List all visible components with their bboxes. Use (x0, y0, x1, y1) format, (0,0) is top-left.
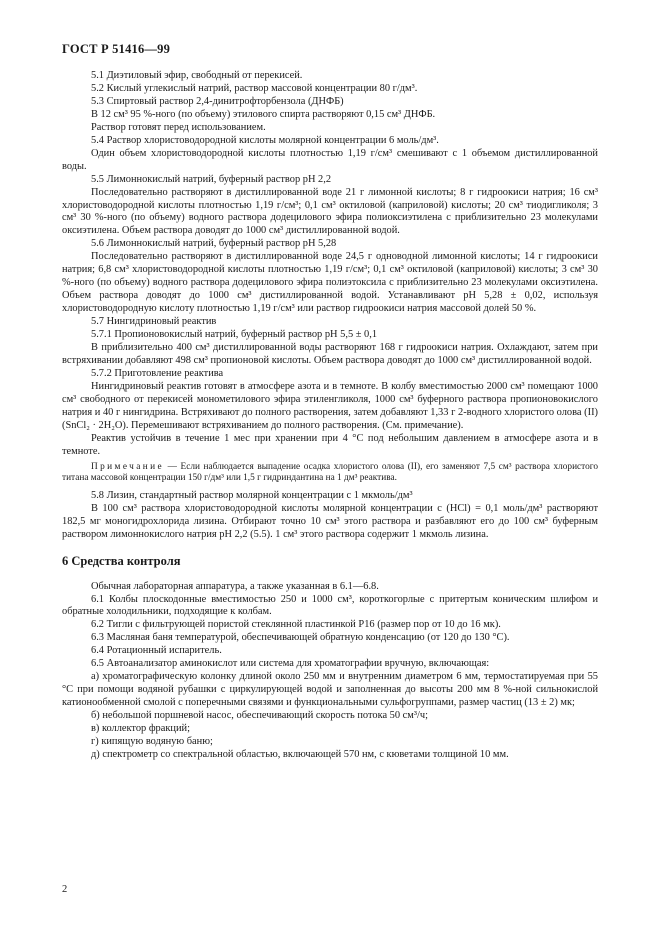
paragraph-reagent-stability: Реактив устойчив в течение 1 мес при хранении при 4 °С под небольшим давлением в атмосфере азота и в темноте. (62, 432, 598, 457)
paragraph-buffer-5-28: Последовательно растворяют в дистиллированной воде 24,5 г одноводной лимонной кислоты; 14 г гидроокиси натрия; 6,8 см³ хлористоводородной кислоты плотностью 1,19 г/см³; 0,1 см³ октиловой (каприловой) кислоты; 3 см³ 30 %-ного (по объему) водного раствора додецилового эфира полиэтоксила с приблизительно 23 молекулами оксиэтилена. Объем раствора доводят до 1000 см³ дистиллированной водой. Устанавливают pH 5,28 ± 0,02, используя хлористоводородную кислоту плотностью 1,19 г/см³ или раствор гидроокиси натрия массовой долей 50 %. (62, 251, 598, 315)
paragraph-propionate-buffer: В приблизительно 400 см³ дистиллированной воды растворяют 168 г гидроокиси натрия. Охлаждают, затем при встряхивании добавляют 498 см³ пропионовой кислоты. Объем раствора доводят до 1000 см³ дистиллированной водой. (62, 342, 598, 366)
note-label: Примечание (91, 461, 164, 472)
item-6-4: 6.4 Ротационный испаритель. (91, 645, 222, 657)
paragraph-lysine-standard: В 100 см³ раствора хлористоводородной кислоты молярной концентрации c (HCl) = 0,1 моль/дм³ растворяют 182,5 мг моногидрохлорида лизина. Отбирают точно 10 см³ этого раствора и разбавляют его до 100 см³ буферным раствором лимоннокислого натрия pH 2,2 (5.5). 1 см³ этого раствора содержит 1 мкмоль лизина. (62, 502, 598, 540)
item-6-5-b: б) небольшой поршневой насос, обеспечивающий скорость потока 50 см³/ч; (91, 710, 428, 722)
item-5-7: 5.7 Нингидриновый реактив (91, 316, 217, 328)
item-6-3: 6.3 Масляная баня температурой, обеспечивающей обратную конденсацию (от 120 до 130 °С). (91, 632, 510, 644)
page-number: 2 (62, 884, 68, 895)
paragraph-reagent-preparation: Нингидриновый реактив готовят в атмосфере азота и в темноте. В колбу вместимостью 2000 см³ помещают 1000 см³ свободного от перекисей монометилового эфира этиленгликоля, 1000 см³ буферного раствора пропионовокислого натрия и 40 г нингидрина. Встряхивают до полного растворения, затем добавляют 1,33 г 2-водного хлористого олова (II) (SnCl₂ · 2H₂O). Перемешивают встряхиванием до полного растворения. (См. примечание). (62, 380, 598, 431)
item-6-5: 6.5 Автоанализатор аминокислот или система для хроматографии вручную, включающая: (91, 658, 490, 670)
item-5-7-2: 5.7.2 Приготовление реактива (91, 367, 224, 379)
item-6-2: 6.2 Тигли с фильтрующей пористой стеклянной пластинкой P16 (размер пор от 10 до 16 мк). (91, 619, 501, 631)
paragraph-buffer-2-2: Последовательно растворяют в дистиллированной воде 21 г лимонной кислоты; 8 г гидроокиси натрия; 16 см³ хлористоводородной кислоты плотностью 1,19 г/см³; 0,1 см³ октиловой (каприловой) кислоты; 20 см³ тиодигликоля; 3 см³ 30 %-ного (по объему) водного раствора додецилового эфира полиоксиэтилена с приблизительно 23 молекулами оксиэтилена. Объем раствора доводят до 1000 см³ дистиллированной водой. (62, 186, 598, 237)
item-6-5-c: в) коллектор фракций; (91, 723, 190, 735)
paragraph-hcl-mix: Один объем хлористоводородной кислоты плотностью 1,19 г/см³ смешивают с 1 объемом дистиллированной воды. (62, 147, 598, 172)
item-5-2: 5.2 Кислый углекислый натрий, раствор массовой концентрации 80 г/дм³. (91, 82, 418, 94)
item-6-5-d: г) кипящую водяную баню; (91, 735, 213, 747)
item-6-5-e: д) спектрометр со спектральной областью, включающей 570 нм, с кюветами толщиной 10 мм. (91, 748, 509, 760)
note-text: — Если наблюдается выпадение осадка хлористого олова (II), его заменяют 7,5 см³ раствора хлористого титана массовой концентрации 150 г/дм³ или 1,5 г гидриндантина на 1 дм³ реактива. (62, 461, 598, 484)
item-6-1: 6.1 Колбы плоскодонные вместимостью 250 и 1000 см³, короткогорлые с притертым коническим шлифом и обратные холодильники, подходящие к колбам. (62, 593, 598, 618)
item-5-4: 5.4 Раствор хлористоводородной кислоты молярной концентрации 6 моль/дм³. (91, 134, 439, 146)
item-5-3: 5.3 Спиртовый раствор 2,4-динитрофторбензола (ДНФБ) (91, 95, 344, 107)
item-5-8: 5.8 Лизин, стандартный раствор молярной концентрации c 1 мкмоль/дм³ (91, 489, 413, 501)
section-title: 6 Средства контроля (62, 553, 181, 568)
note (62, 462, 598, 485)
item-5-7-1: 5.7.1 Пропионовокислый натрий, буферный раствор pH 5,5 ± 0,1 (91, 329, 378, 341)
paragraph-prepare-before-use: Раствор готовят перед использованием. (91, 121, 266, 133)
document-body (62, 70, 598, 762)
section-intro: Обычная лабораторная аппаратура, а также указанная в 6.1—6.8. (91, 580, 379, 592)
item-5-6: 5.6 Лимоннокислый натрий, буферный раствор pH 5,28 (91, 238, 337, 250)
standard-header: ГОСТ Р 51416—99 (62, 42, 171, 56)
paragraph-dnfb-solution: В 12 см³ 95 %-ного (по объему) этилового спирта растворяют 0,15 см³ ДНФБ. (91, 108, 436, 120)
item-6-5-a: а) хроматографическую колонку длиной около 250 мм и внутренним диаметром 6 мм, термостатируемая при 55 °С при помощи водяной рубашки с циркулирующей водой и заполненная до высоты 200 мм 8 %-ной сильнокислой катионообменной смолой с поперечными связями и функциональными сульфогруппами, размер частиц (13 ± 2) мк; (62, 671, 598, 709)
item-5-1: 5.1 Диэтиловый эфир, свободный от перекисей. (91, 70, 303, 81)
item-5-5: 5.5 Лимоннокислый натрий, буферный раствор pH 2,2 (91, 173, 332, 185)
